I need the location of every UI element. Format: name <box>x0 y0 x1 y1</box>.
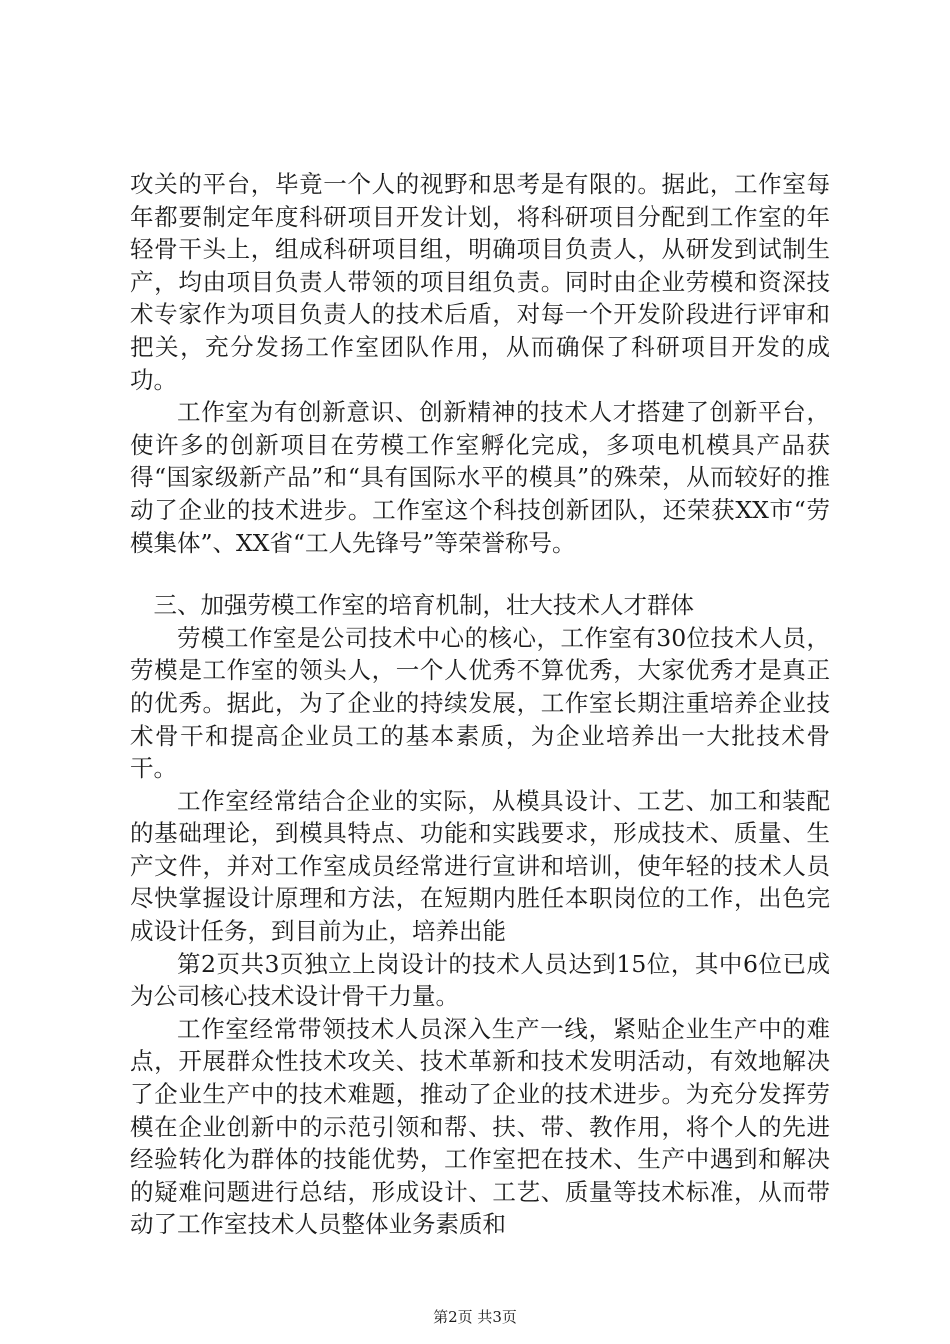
document-body <box>130 168 830 1241</box>
section-heading: 三、加强劳模工作室的培育机制，壮大技术人才群体 <box>153 591 694 620</box>
paragraph-training: 工作室经常结合企业的实际，从模具设计、工艺、加工和装配的基础理论，到模具特点、功能和实践要求，形成技术、质量、生产文件，并对工作室成员经常进行宣讲和培训，使年轻的技术人员尽快掌握设计原理和方法，在短期内胜任本职岗位的工作，出色完成设计任务，到目前为止，培养出能 <box>130 786 830 946</box>
paragraph-continuation: 攻关的平台，毕竟一个人的视野和思考是有限的。据此，工作室每年都要制定年度科研项目开发计划，将科研项目分配到工作室的年轻骨干头上，组成科研项目组，明确项目负责人，从研发到试制生产，均由项目负责人带领的项目组负责。同时由企业劳模和资深技术专家作为项目负责人的技术后盾，对每一个开发阶段进行评审和把关，充分发扬工作室团队作用，从而确保了科研项目开发的成功。 <box>130 170 830 394</box>
paragraph-core-of-tech-center: 劳模工作室是公司技术中心的核心，工作室有30位技术人员，劳模是工作室的领头人，一个人优秀不算优秀，大家优秀才是真正的优秀。据此，为了企业的持续发展，工作室长期注重培养企业技术骨干和提高企业员工的基本素质，为企业培养出一大批技术骨干。 <box>130 623 830 783</box>
paragraph-page-break-continuation: 第2页共3页独立上岗设计的技术人员达到15位，其中6位已成为公司核心技术设计骨干力量。 <box>130 949 830 1011</box>
paragraph-innovation-platform: 工作室为有创新意识、创新精神的技术人才搭建了创新平台，使许多的创新项目在劳模工作室孵化完成，多项电机模具产品获得“国家级新产品”和“具有国际水平的模具”的殊荣，从而较好的推动了企业的技术进步。工作室这个科技创新团队，还荣获XX市“劳模集体”、XX省“工人先锋号”等荣誉称号。 <box>130 398 830 557</box>
page-number-footer: 第2页 共3页 <box>433 1308 517 1326</box>
paragraph-production-line: 工作室经常带领技术人员深入生产一线，紧贴企业生产中的难点，开展群众性技术攻关、技术革新和技术发明活动，有效地解决了企业生产中的技术难题，推动了企业的技术进步。为充分发挥劳模在企业创新中的示范引领和帮、扶、带、教作用，将个人的先进经验转化为群体的技能优势，工作室把在技术、生产中遇到和解决的疑难问题进行总结，形成设计、工艺、质量等技术标准，从而带动了工作室技术人员整体业务素质和 <box>130 1014 830 1239</box>
